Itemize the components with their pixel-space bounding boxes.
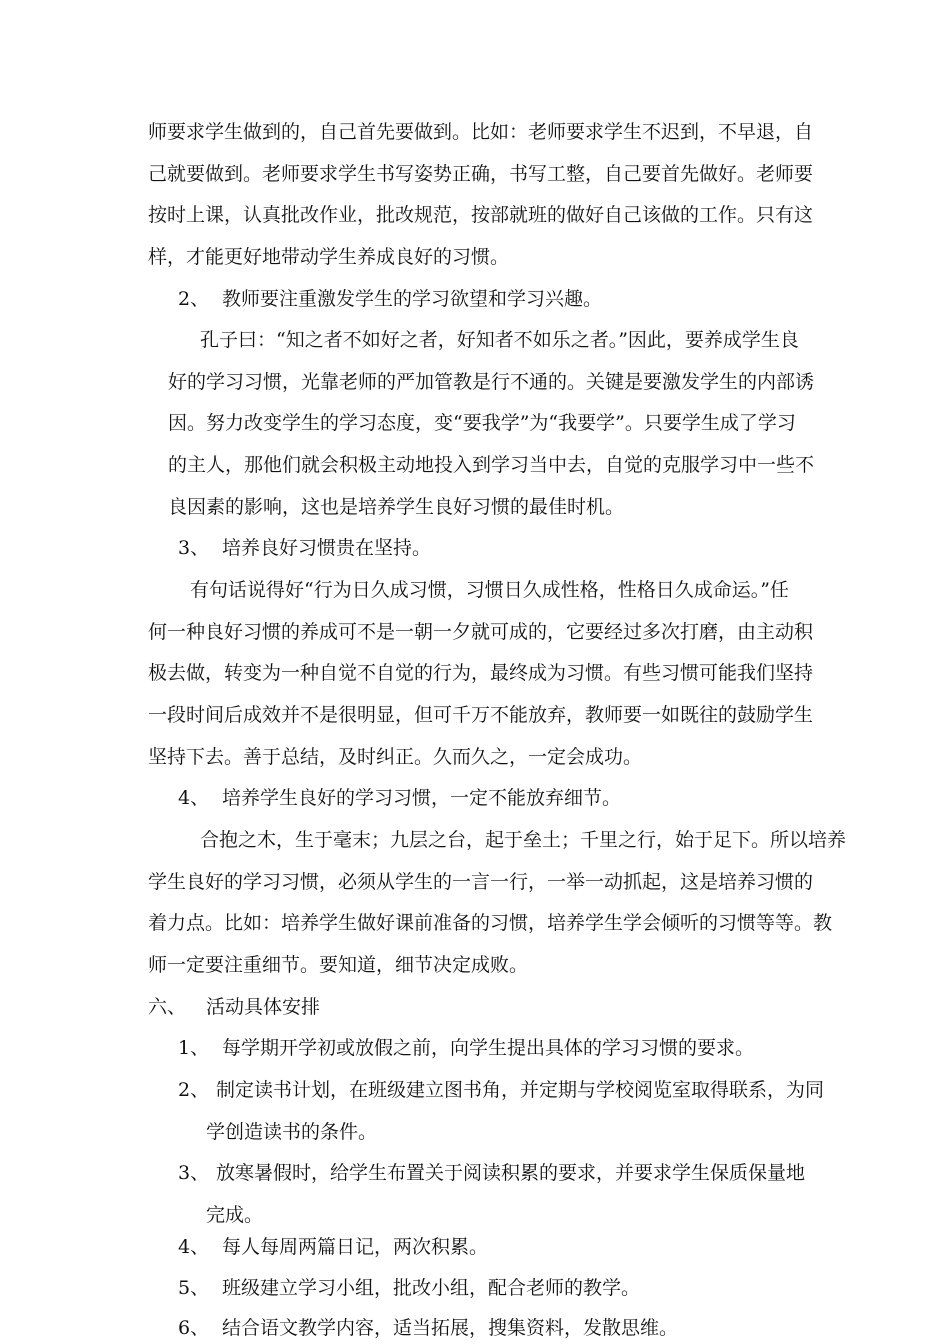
paragraph-line: 极去做，转变为一种自觉不自觉的行为，最终成为习惯。有些习惯可能我们坚持 [148, 662, 814, 684]
section-number: 六、 [148, 996, 187, 1018]
paragraph-line: 好的学习习惯，光靠老师的严加管教是行不通的。关键是要激发学生的内部诱 [168, 371, 815, 393]
paragraph-line: 良因素的影响，这也是培养学生良好习惯的最佳时机。 [168, 496, 625, 518]
item-number: 2、 [178, 288, 210, 310]
list-item-continuation: 学创造读书的条件。 [206, 1121, 378, 1143]
paragraph-line: 的主人，那他们就会积极主动地投入到学习当中去，自觉的克服学习中一些不 [168, 454, 815, 476]
list-item: 结合语文教学内容，适当拓展，搜集资料，发散思维。 [222, 1317, 679, 1339]
paragraph-line: 何一种良好习惯的养成可不是一朝一夕就可成的，它要经过多次打磨，由主动积 [148, 621, 814, 643]
list-item-number: 6、 [178, 1317, 210, 1339]
paragraph-line: 学生良好的学习习惯，必须从学生的一言一行，一举一动抓起，这是培养习惯的 [148, 871, 814, 893]
list-item: 每人每周两篇日记，两次积累。 [222, 1236, 489, 1258]
list-item-number: 1、 [178, 1037, 210, 1059]
list-item-number: 3、 [178, 1162, 210, 1184]
list-item-number: 5、 [178, 1277, 210, 1299]
paragraph-line: 因。努力改变学生的学习态度，变“要我学”为“我要学”。只要学生成了学习 [168, 412, 796, 434]
item-heading: 培养良好习惯贵在坚持。 [222, 537, 432, 559]
list-item: 放寒暑假时，给学生布置关于阅读积累的要求，并要求学生保质保量地 [216, 1162, 806, 1184]
paragraph-line: 师要求学生做到的，自己首先要做到。比如：老师要求学生不迟到，不早退，自 [148, 121, 814, 143]
paragraph-line: 师一定要注重细节。要知道，细节决定成败。 [148, 954, 529, 976]
list-item: 班级建立学习小组，批改小组，配合老师的教学。 [222, 1277, 641, 1299]
item-heading: 教师要注重激发学生的学习欲望和学习兴趣。 [222, 288, 603, 310]
section-heading: 活动具体安排 [206, 996, 321, 1018]
paragraph-line: 孔子曰：“知之者不如好之者，好知者不如乐之者。”因此，要养成学生良 [200, 329, 799, 351]
list-item-number: 4、 [178, 1236, 210, 1258]
paragraph-line: 着力点。比如：培养学生做好课前准备的习惯，培养学生学会倾听的习惯等等。教 [148, 912, 833, 934]
item-heading: 培养学生良好的学习习惯，一定不能放弃细节。 [222, 787, 622, 809]
paragraph-line: 有句话说得好“行为日久成习惯，习惯日久成性格，性格日久成命运。”任 [190, 579, 789, 601]
list-item-number: 2、 [178, 1079, 210, 1101]
paragraph-line: 合抱之木，生于毫末；九层之台，起于垒土；千里之行，始于足下。所以培养 [200, 829, 847, 851]
paragraph-line: 己就要做到。老师要求学生书写姿势正确，书写工整，自己要首先做好。老师要 [148, 163, 814, 185]
paragraph-line: 一段时间后成效并不是很明显，但可千万不能放弃，教师要一如既往的鼓励学生 [148, 704, 814, 726]
list-item: 每学期开学初或放假之前，向学生提出具体的学习习惯的要求。 [222, 1037, 755, 1059]
paragraph-line: 坚持下去。善于总结，及时纠正。久而久之，一定会成功。 [148, 746, 643, 768]
list-item: 制定读书计划，在班级建立图书角，并定期与学校阅览室取得联系，为同 [216, 1079, 825, 1101]
item-number: 3、 [178, 537, 210, 559]
item-number: 4、 [178, 787, 210, 809]
paragraph-line: 样，才能更好地带动学生养成良好的习惯。 [148, 246, 510, 268]
paragraph-line: 按时上课，认真批改作业，批改规范，按部就班的做好自己该做的工作。只有这 [148, 204, 814, 226]
list-item-continuation: 完成。 [206, 1204, 264, 1226]
